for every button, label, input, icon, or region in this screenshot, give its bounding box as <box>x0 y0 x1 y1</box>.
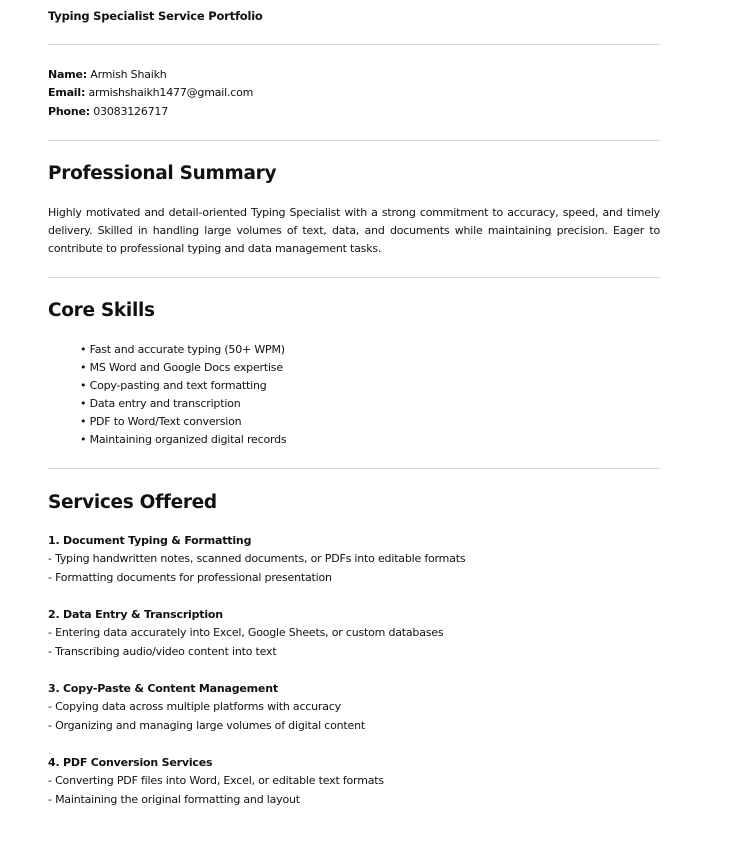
service-detail: - Maintaining the original formatting and layout <box>48 792 300 806</box>
service-block <box>48 754 384 809</box>
name-value: Armish Shaikh <box>90 68 167 81</box>
document-title: Typing Specialist Service Portfolio <box>48 9 263 23</box>
skill-item: • Maintaining organized digital records <box>80 433 287 446</box>
service-detail: - Typing handwritten notes, scanned documents, or PDFs into editable formats <box>48 552 466 566</box>
email-value: armishshaikh1477@gmail.com <box>88 86 254 100</box>
skill-item: • MS Word and Google Docs expertise <box>80 361 283 374</box>
service-detail: - Formatting documents for professional presentation <box>48 570 332 584</box>
skill-item: • PDF to Word/Text conversion <box>80 415 242 428</box>
services-heading: Services Offered <box>48 492 217 513</box>
skills-heading: Core Skills <box>48 300 155 321</box>
service-title: 2. Data Entry & Transcription <box>48 608 223 621</box>
skill-item: • Fast and accurate typing (50+ WPM) <box>80 343 285 356</box>
divider <box>48 44 660 45</box>
service-detail: - Converting PDF files into Word, Excel, or editable text formats <box>48 774 384 788</box>
contact-email-row <box>48 84 253 102</box>
service-title: 3. Copy-Paste & Content Management <box>48 682 278 695</box>
contact-phone-row <box>48 103 253 121</box>
email-label: Email: <box>48 86 86 100</box>
skill-item: • Copy-pasting and text formatting <box>80 379 267 392</box>
service-block <box>48 606 443 661</box>
service-block <box>48 680 365 735</box>
skill-item: • Data entry and transcription <box>80 397 241 410</box>
divider <box>48 140 660 141</box>
skills-list <box>80 341 286 449</box>
phone-value: 03083126717 <box>93 104 169 118</box>
service-block <box>48 532 465 587</box>
phone-label: Phone: <box>48 104 90 118</box>
service-detail: - Transcribing audio/video content into text <box>48 644 277 658</box>
service-detail: - Organizing and managing large volumes of digital content <box>48 718 365 732</box>
service-title: 1. Document Typing & Formatting <box>48 534 252 547</box>
divider <box>48 277 660 278</box>
service-detail: - Entering data accurately into Excel, Google Sheets, or custom databases <box>48 626 444 640</box>
name-label: Name: <box>48 68 87 81</box>
divider <box>48 468 660 469</box>
summary-text: Highly motivated and detail-oriented Typing Specialist with a strong commitment to accuracy, speed, and timely delivery. Skilled in handling large volumes of text, data, and documents while maintaining precision. Eager to contribute to professional typing and data management tasks. <box>48 206 660 255</box>
service-detail: - Copying data across multiple platforms with accuracy <box>48 700 341 714</box>
contact-name-row <box>48 66 253 84</box>
contact-info <box>48 66 253 121</box>
summary-heading: Professional Summary <box>48 163 277 184</box>
service-title: 4. PDF Conversion Services <box>48 756 213 769</box>
